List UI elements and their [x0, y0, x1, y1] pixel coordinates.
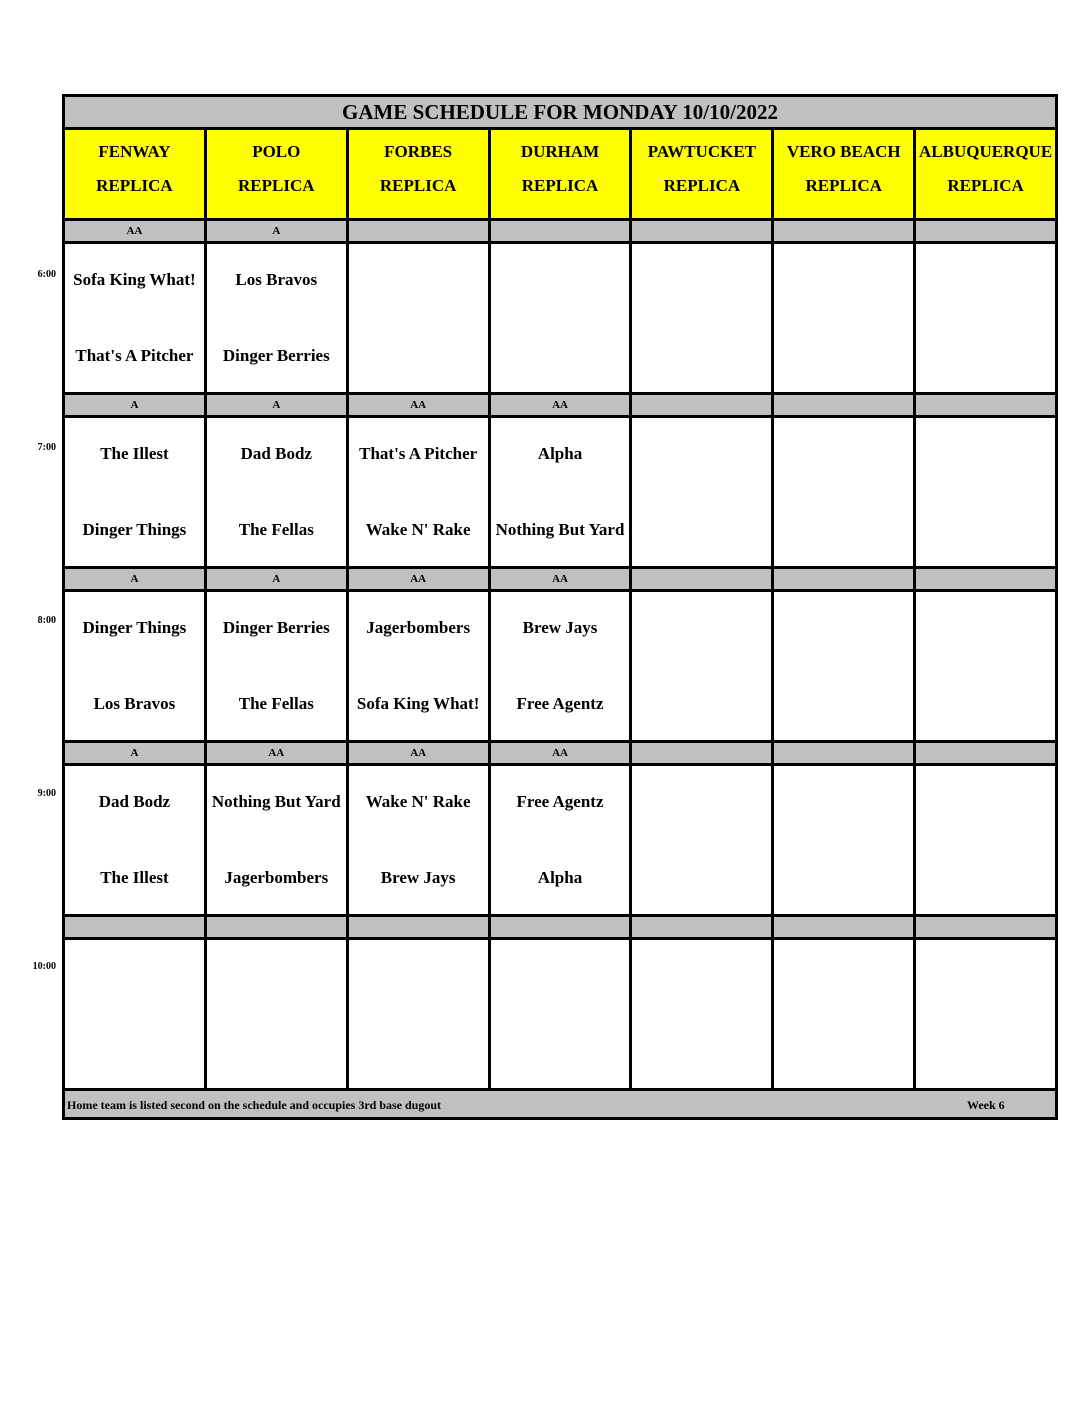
home-team: Alpha [537, 868, 583, 887]
division-label [632, 221, 774, 241]
game-cell [349, 940, 491, 1088]
division-label: AA [491, 569, 633, 589]
field-header [774, 130, 916, 218]
game-cell [916, 244, 1055, 392]
field-subtitle: REPLICA [947, 176, 1024, 195]
away-team: Dad Bodz [98, 792, 171, 811]
division-row [65, 569, 1055, 592]
schedule-title: GAME SCHEDULE FOR MONDAY 10/10/2022 [65, 97, 1055, 130]
game-cell [632, 418, 774, 566]
home-team: That's A Pitcher [75, 346, 194, 365]
field-subtitle: REPLICA [379, 176, 457, 195]
field-name: VERO BEACH [786, 142, 901, 161]
field-header [916, 130, 1055, 218]
away-team: Nothing But Yard [211, 792, 341, 811]
game-cell [491, 592, 633, 740]
division-label [349, 221, 491, 241]
division-label [632, 743, 774, 763]
field-header-row [65, 130, 1055, 221]
time-slots [65, 221, 1055, 1091]
game-cell [632, 940, 774, 1088]
home-team: The Fellas [238, 520, 314, 539]
game-cell [774, 592, 916, 740]
field-header [65, 130, 207, 218]
division-label [632, 395, 774, 415]
game-cell [774, 766, 916, 914]
field-header [207, 130, 349, 218]
division-label [207, 917, 349, 937]
game-row [65, 940, 1055, 1091]
away-team: That's A Pitcher [359, 444, 478, 463]
division-label [774, 569, 916, 589]
game-row [65, 244, 1055, 395]
field-subtitle: REPLICA [805, 176, 882, 195]
division-label [916, 221, 1055, 241]
home-team: Sofa King What! [356, 694, 480, 713]
away-team: Jagerbombers [366, 618, 471, 637]
division-label: AA [349, 743, 491, 763]
game-cell [491, 940, 633, 1088]
division-label: AA [65, 221, 207, 241]
game-cell [65, 592, 207, 740]
game-cell [65, 940, 207, 1088]
division-label [916, 917, 1055, 937]
game-cell [916, 592, 1055, 740]
field-header [632, 130, 774, 218]
game-cell [632, 766, 774, 914]
division-label [774, 917, 916, 937]
division-label: AA [349, 395, 491, 415]
division-label [774, 743, 916, 763]
game-cell [349, 766, 491, 914]
field-name: FORBES [384, 142, 453, 161]
division-label: A [65, 743, 207, 763]
game-cell [207, 244, 349, 392]
division-label [632, 917, 774, 937]
time-label: 10:00 [32, 961, 56, 972]
time-label: 6:00 [37, 269, 56, 280]
division-label: A [207, 221, 349, 241]
away-team: The Illest [100, 444, 169, 463]
time-label: 8:00 [37, 615, 56, 626]
game-cell [491, 766, 633, 914]
week-label: Week 6 [967, 1098, 1005, 1112]
division-label [916, 743, 1055, 763]
division-label: AA [491, 395, 633, 415]
time-label: 7:00 [37, 442, 56, 453]
schedule-sheet [62, 94, 1058, 1120]
footer [65, 1091, 1055, 1117]
field-subtitle: REPLICA [521, 176, 599, 195]
game-cell [207, 592, 349, 740]
game-cell [65, 244, 207, 392]
home-team: Dinger Berries [222, 346, 330, 365]
away-team: Dad Bodz [240, 444, 312, 463]
game-cell [349, 592, 491, 740]
division-label: A [207, 569, 349, 589]
home-team: Los Bravos [93, 694, 176, 713]
field-name: DURHAM [520, 142, 600, 161]
time-label: 9:00 [37, 788, 56, 799]
division-row [65, 221, 1055, 244]
field-header [349, 130, 491, 218]
game-cell [349, 244, 491, 392]
division-label [632, 569, 774, 589]
division-row [65, 917, 1055, 940]
division-label [65, 917, 207, 937]
division-label: A [65, 569, 207, 589]
field-name: ALBUQUERQUE [918, 142, 1053, 161]
division-label [349, 917, 491, 937]
game-cell [207, 766, 349, 914]
home-team-note: Home team is listed second on the schedule and occupies 3rd base dugout [67, 1098, 442, 1112]
home-team: The Fellas [238, 694, 314, 713]
division-label [491, 917, 633, 937]
division-label: A [65, 395, 207, 415]
field-name: FENWAY [98, 142, 171, 161]
game-cell [916, 766, 1055, 914]
division-label [916, 569, 1055, 589]
game-cell [349, 418, 491, 566]
game-cell [65, 418, 207, 566]
game-cell [207, 940, 349, 1088]
game-cell [491, 418, 633, 566]
away-team: Free Agentz [516, 792, 604, 811]
home-team: Free Agentz [516, 694, 604, 713]
field-name: POLO [252, 142, 301, 161]
away-team: Brew Jays [522, 618, 598, 637]
away-team: Wake N' Rake [365, 792, 471, 811]
game-row [65, 766, 1055, 917]
game-cell [632, 592, 774, 740]
division-label [491, 221, 633, 241]
away-team: Alpha [537, 444, 583, 463]
division-label: AA [349, 569, 491, 589]
game-cell [774, 940, 916, 1088]
home-team: Dinger Things [82, 520, 187, 539]
division-label [774, 395, 916, 415]
division-label [916, 395, 1055, 415]
game-cell [916, 418, 1055, 566]
division-row [65, 395, 1055, 418]
home-team: The Illest [100, 868, 169, 887]
home-team: Brew Jays [380, 868, 456, 887]
game-cell [65, 766, 207, 914]
game-cell [774, 244, 916, 392]
home-team: Wake N' Rake [365, 520, 471, 539]
away-team: Dinger Things [82, 618, 187, 637]
game-cell [916, 940, 1055, 1088]
division-label: A [207, 395, 349, 415]
home-team: Jagerbombers [224, 868, 329, 887]
division-label [774, 221, 916, 241]
division-label: AA [207, 743, 349, 763]
division-row [65, 743, 1055, 766]
game-cell [632, 244, 774, 392]
away-team: Dinger Berries [222, 618, 330, 637]
away-team: Los Bravos [235, 270, 318, 289]
game-row [65, 418, 1055, 569]
division-label: AA [491, 743, 633, 763]
game-cell [774, 418, 916, 566]
field-subtitle: REPLICA [238, 176, 315, 195]
field-name: PAWTUCKET [647, 142, 757, 161]
away-team: Sofa King What! [73, 270, 196, 289]
game-row [65, 592, 1055, 743]
field-subtitle: REPLICA [663, 176, 741, 195]
field-header [491, 130, 633, 218]
home-team: Nothing But Yard [495, 520, 625, 539]
field-subtitle: REPLICA [96, 176, 173, 195]
game-cell [491, 244, 633, 392]
game-cell [207, 418, 349, 566]
